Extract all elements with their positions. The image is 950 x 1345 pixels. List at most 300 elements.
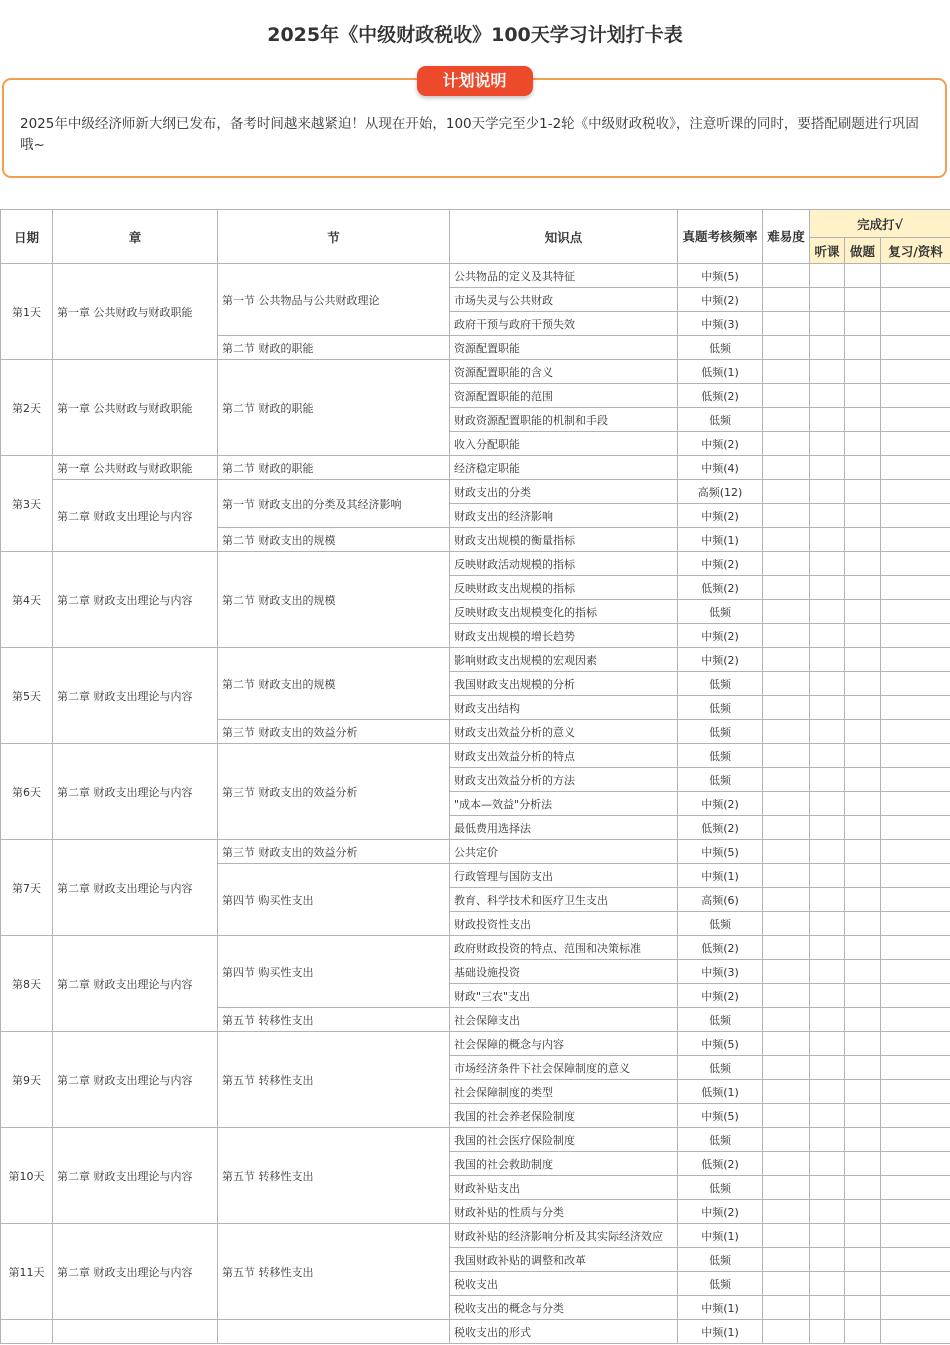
section-cell: 第二节 财政支出的规模	[218, 552, 450, 648]
practice-checkbox-cell[interactable]	[845, 288, 881, 312]
frequency-cell: 低频	[678, 408, 763, 432]
practice-checkbox-cell[interactable]	[845, 1248, 881, 1272]
knowledge-point-cell: 市场失灵与公共财政	[450, 288, 678, 312]
review-checkbox-cell[interactable]	[881, 600, 950, 624]
review-checkbox-cell[interactable]	[881, 504, 950, 528]
chapter-cell: 第一章 公共财政与财政职能	[53, 456, 218, 480]
difficulty-cell[interactable]	[763, 936, 810, 960]
chapter-cell: 第二章 财政支出理论与内容	[53, 648, 218, 744]
practice-checkbox-cell[interactable]	[845, 840, 881, 864]
table-row	[1, 1320, 950, 1344]
difficulty-cell[interactable]	[763, 912, 810, 936]
practice-checkbox-cell[interactable]	[845, 960, 881, 984]
listen-checkbox-cell[interactable]	[810, 648, 845, 672]
frequency-cell: 中频(2)	[678, 288, 763, 312]
chapter-cell: 第二章 财政支出理论与内容	[53, 1032, 218, 1128]
review-checkbox-cell[interactable]	[881, 1248, 950, 1272]
difficulty-cell[interactable]	[763, 1104, 810, 1128]
difficulty-cell[interactable]	[763, 792, 810, 816]
practice-checkbox-cell[interactable]	[845, 768, 881, 792]
difficulty-cell[interactable]	[763, 1272, 810, 1296]
listen-checkbox-cell[interactable]	[810, 1152, 845, 1176]
frequency-cell: 低频	[678, 744, 763, 768]
knowledge-point-cell: 财政支出的经济影响	[450, 504, 678, 528]
knowledge-point-cell: 我国财政支出规模的分析	[450, 672, 678, 696]
practice-checkbox-cell[interactable]	[845, 576, 881, 600]
header-practice: 做题	[845, 238, 881, 264]
difficulty-cell[interactable]	[763, 744, 810, 768]
chapter-cell: 第一章 公共财政与财政职能	[53, 264, 218, 360]
plan-notice-text: 2025年中级经济师新大纲已发布，备考时间越来越紧迫！从现在开始，100天学完至少1-2轮《中级财政税收》，注意听课的同时，要搭配刷题进行巩固哦~	[20, 116, 919, 153]
knowledge-point-cell: 政府财政投资的特点、范围和决策标准	[450, 936, 678, 960]
table-row	[1, 480, 950, 504]
knowledge-point-cell: 我国的社会医疗保险制度	[450, 1128, 678, 1152]
listen-checkbox-cell[interactable]	[810, 912, 845, 936]
frequency-cell: 中频(2)	[678, 792, 763, 816]
knowledge-point-cell: 财政补贴的经济影响分析及其实际经济效应	[450, 1224, 678, 1248]
practice-checkbox-cell[interactable]	[845, 816, 881, 840]
practice-checkbox-cell[interactable]	[845, 648, 881, 672]
practice-checkbox-cell[interactable]	[845, 936, 881, 960]
practice-checkbox-cell[interactable]	[845, 864, 881, 888]
frequency-cell: 低频(1)	[678, 1080, 763, 1104]
table-row	[1, 936, 950, 960]
review-checkbox-cell[interactable]	[881, 1320, 950, 1344]
section-cell: 第一节 财政支出的分类及其经济影响	[218, 480, 450, 528]
listen-checkbox-cell[interactable]	[810, 672, 845, 696]
review-checkbox-cell[interactable]	[881, 888, 950, 912]
knowledge-point-cell: 行政管理与国防支出	[450, 864, 678, 888]
difficulty-cell[interactable]	[763, 1296, 810, 1320]
knowledge-point-cell: 我国的社会养老保险制度	[450, 1104, 678, 1128]
frequency-cell: 低频	[678, 600, 763, 624]
page-title: 2025年《中级财政税收》100天学习计划打卡表	[267, 24, 683, 46]
review-checkbox-cell[interactable]	[881, 528, 950, 552]
review-checkbox-cell[interactable]	[881, 456, 950, 480]
review-checkbox-cell[interactable]	[881, 984, 950, 1008]
review-checkbox-cell[interactable]	[881, 1176, 950, 1200]
frequency-cell: 中频(2)	[678, 648, 763, 672]
knowledge-point-cell: 财政补贴的性质与分类	[450, 1200, 678, 1224]
frequency-cell: 中频(3)	[678, 960, 763, 984]
listen-checkbox-cell[interactable]	[810, 384, 845, 408]
review-checkbox-cell[interactable]	[881, 552, 950, 576]
knowledge-point-cell: 财政"三农"支出	[450, 984, 678, 1008]
frequency-cell: 低频	[678, 912, 763, 936]
knowledge-point-cell: 财政支出效益分析的特点	[450, 744, 678, 768]
listen-checkbox-cell[interactable]	[810, 1296, 845, 1320]
frequency-cell: 高频(12)	[678, 480, 763, 504]
difficulty-cell[interactable]	[763, 1152, 810, 1176]
difficulty-cell[interactable]	[763, 672, 810, 696]
listen-checkbox-cell[interactable]	[810, 744, 845, 768]
study-plan-body	[1, 264, 950, 1344]
listen-checkbox-cell[interactable]	[810, 1056, 845, 1080]
frequency-cell: 低频	[678, 696, 763, 720]
table-row	[1, 648, 950, 672]
frequency-cell: 低频	[678, 1248, 763, 1272]
review-checkbox-cell[interactable]	[881, 816, 950, 840]
listen-checkbox-cell[interactable]	[810, 1128, 845, 1152]
practice-checkbox-cell[interactable]	[845, 312, 881, 336]
listen-checkbox-cell[interactable]	[810, 408, 845, 432]
knowledge-point-cell: 收入分配职能	[450, 432, 678, 456]
review-checkbox-cell[interactable]	[881, 384, 950, 408]
frequency-cell: 中频(3)	[678, 312, 763, 336]
section-cell: 第二节 财政的职能	[218, 360, 450, 456]
section-cell: 第二节 财政支出的规模	[218, 528, 450, 552]
plan-notice-badge: 计划说明	[417, 66, 533, 96]
listen-checkbox-cell[interactable]	[810, 600, 845, 624]
review-checkbox-cell[interactable]	[881, 1056, 950, 1080]
review-checkbox-cell[interactable]	[881, 1200, 950, 1224]
practice-checkbox-cell[interactable]	[845, 504, 881, 528]
difficulty-cell[interactable]	[763, 696, 810, 720]
listen-checkbox-cell[interactable]	[810, 432, 845, 456]
knowledge-point-cell: 财政补贴支出	[450, 1176, 678, 1200]
review-checkbox-cell[interactable]	[881, 312, 950, 336]
frequency-cell: 低频	[678, 1008, 763, 1032]
listen-checkbox-cell[interactable]	[810, 792, 845, 816]
practice-checkbox-cell[interactable]	[845, 1200, 881, 1224]
practice-checkbox-cell[interactable]	[845, 264, 881, 288]
listen-checkbox-cell[interactable]	[810, 456, 845, 480]
section-cell: 第三节 财政支出的效益分析	[218, 840, 450, 864]
listen-checkbox-cell[interactable]	[810, 768, 845, 792]
practice-checkbox-cell[interactable]	[845, 744, 881, 768]
knowledge-point-cell: 财政支出效益分析的方法	[450, 768, 678, 792]
header-review: 复习/资料	[881, 238, 950, 264]
listen-checkbox-cell[interactable]	[810, 624, 845, 648]
frequency-cell: 低频	[678, 720, 763, 744]
practice-checkbox-cell[interactable]	[845, 384, 881, 408]
listen-checkbox-cell[interactable]	[810, 1176, 845, 1200]
difficulty-cell[interactable]	[763, 288, 810, 312]
review-checkbox-cell[interactable]	[881, 1104, 950, 1128]
knowledge-point-cell: 基础设施投资	[450, 960, 678, 984]
frequency-cell: 低频	[678, 672, 763, 696]
knowledge-point-cell: 财政投资性支出	[450, 912, 678, 936]
review-checkbox-cell[interactable]	[881, 264, 950, 288]
knowledge-point-cell: 公共定价	[450, 840, 678, 864]
day-cell: 第4天	[1, 552, 53, 648]
listen-checkbox-cell[interactable]	[810, 504, 845, 528]
listen-checkbox-cell[interactable]	[810, 336, 845, 360]
review-checkbox-cell[interactable]	[881, 672, 950, 696]
review-checkbox-cell[interactable]	[881, 936, 950, 960]
practice-checkbox-cell[interactable]	[845, 1320, 881, 1344]
difficulty-cell[interactable]	[763, 1080, 810, 1104]
review-checkbox-cell[interactable]	[881, 360, 950, 384]
review-checkbox-cell[interactable]	[881, 576, 950, 600]
frequency-cell: 中频(1)	[678, 1320, 763, 1344]
knowledge-point-cell: 财政支出规模的增长趋势	[450, 624, 678, 648]
difficulty-cell[interactable]	[763, 312, 810, 336]
knowledge-point-cell: 教育、科学技术和医疗卫生支出	[450, 888, 678, 912]
frequency-cell: 低频	[678, 1128, 763, 1152]
frequency-cell: 中频(5)	[678, 1104, 763, 1128]
practice-checkbox-cell[interactable]	[845, 720, 881, 744]
practice-checkbox-cell[interactable]	[845, 408, 881, 432]
plan-notice-box	[2, 71, 947, 178]
table-row	[1, 744, 950, 768]
listen-checkbox-cell[interactable]	[810, 552, 845, 576]
frequency-cell: 低频(2)	[678, 1152, 763, 1176]
listen-checkbox-cell[interactable]	[810, 1272, 845, 1296]
day-cell: 第6天	[1, 744, 53, 840]
listen-checkbox-cell[interactable]	[810, 1080, 845, 1104]
review-checkbox-cell[interactable]	[881, 288, 950, 312]
review-checkbox-cell[interactable]	[881, 1296, 950, 1320]
listen-checkbox-cell[interactable]	[810, 1200, 845, 1224]
header-exam-frequency: 真题考核频率	[678, 210, 763, 264]
difficulty-cell[interactable]	[763, 1128, 810, 1152]
practice-checkbox-cell[interactable]	[845, 1128, 881, 1152]
difficulty-cell[interactable]	[763, 1032, 810, 1056]
chapter-cell: 第一章 公共财政与财政职能	[53, 360, 218, 456]
difficulty-cell[interactable]	[763, 840, 810, 864]
listen-checkbox-cell[interactable]	[810, 576, 845, 600]
review-checkbox-cell[interactable]	[881, 864, 950, 888]
table-row	[1, 456, 950, 480]
difficulty-cell[interactable]	[763, 1200, 810, 1224]
listen-checkbox-cell[interactable]	[810, 360, 845, 384]
practice-checkbox-cell[interactable]	[845, 552, 881, 576]
difficulty-cell[interactable]	[763, 264, 810, 288]
knowledge-point-cell: 经济稳定职能	[450, 456, 678, 480]
listen-checkbox-cell[interactable]	[810, 816, 845, 840]
review-checkbox-cell[interactable]	[881, 696, 950, 720]
knowledge-point-cell: 影响财政支出规模的宏观因素	[450, 648, 678, 672]
difficulty-cell[interactable]	[763, 408, 810, 432]
difficulty-cell[interactable]	[763, 384, 810, 408]
review-checkbox-cell[interactable]	[881, 1272, 950, 1296]
difficulty-cell[interactable]	[763, 816, 810, 840]
chapter-cell: 第二章 财政支出理论与内容	[53, 744, 218, 840]
practice-checkbox-cell[interactable]	[845, 1152, 881, 1176]
difficulty-cell[interactable]	[763, 600, 810, 624]
listen-checkbox-cell[interactable]	[810, 1032, 845, 1056]
table-row	[1, 1032, 950, 1056]
practice-checkbox-cell[interactable]	[845, 1032, 881, 1056]
frequency-cell: 中频(1)	[678, 1296, 763, 1320]
frequency-cell: 中频(5)	[678, 840, 763, 864]
difficulty-cell[interactable]	[763, 624, 810, 648]
difficulty-cell[interactable]	[763, 360, 810, 384]
difficulty-cell[interactable]	[763, 1248, 810, 1272]
difficulty-cell[interactable]	[763, 576, 810, 600]
review-checkbox-cell[interactable]	[881, 432, 950, 456]
listen-checkbox-cell[interactable]	[810, 1104, 845, 1128]
listen-checkbox-cell[interactable]	[810, 480, 845, 504]
knowledge-point-cell: 反映财政支出规模变化的指标	[450, 600, 678, 624]
day-cell: 第7天	[1, 840, 53, 936]
knowledge-point-cell: 政府干预与政府干预失效	[450, 312, 678, 336]
frequency-cell: 中频(2)	[678, 624, 763, 648]
chapter-cell	[53, 1320, 218, 1344]
review-checkbox-cell[interactable]	[881, 960, 950, 984]
frequency-cell: 中频(4)	[678, 456, 763, 480]
practice-checkbox-cell[interactable]	[845, 528, 881, 552]
review-checkbox-cell[interactable]	[881, 1152, 950, 1176]
day-cell: 第10天	[1, 1128, 53, 1224]
difficulty-cell[interactable]	[763, 1224, 810, 1248]
practice-checkbox-cell[interactable]	[845, 888, 881, 912]
frequency-cell: 低频	[678, 768, 763, 792]
table-row	[1, 360, 950, 384]
review-checkbox-cell[interactable]	[881, 1128, 950, 1152]
knowledge-point-cell: 资源配置职能的含义	[450, 360, 678, 384]
frequency-cell: 中频(1)	[678, 864, 763, 888]
review-checkbox-cell[interactable]	[881, 624, 950, 648]
difficulty-cell[interactable]	[763, 1056, 810, 1080]
difficulty-cell[interactable]	[763, 984, 810, 1008]
practice-checkbox-cell[interactable]	[845, 1008, 881, 1032]
review-checkbox-cell[interactable]	[881, 408, 950, 432]
header-chapter: 章	[53, 210, 218, 264]
frequency-cell: 中频(2)	[678, 1200, 763, 1224]
listen-checkbox-cell[interactable]	[810, 1320, 845, 1344]
difficulty-cell[interactable]	[763, 504, 810, 528]
review-checkbox-cell[interactable]	[881, 792, 950, 816]
difficulty-cell[interactable]	[763, 960, 810, 984]
frequency-cell: 低频	[678, 336, 763, 360]
header-date: 日期	[1, 210, 53, 264]
knowledge-point-cell: 公共物品的定义及其特征	[450, 264, 678, 288]
practice-checkbox-cell[interactable]	[845, 984, 881, 1008]
section-cell: 第二节 财政的职能	[218, 456, 450, 480]
frequency-cell: 低频(2)	[678, 576, 763, 600]
review-checkbox-cell[interactable]	[881, 912, 950, 936]
review-checkbox-cell[interactable]	[881, 1032, 950, 1056]
difficulty-cell[interactable]	[763, 864, 810, 888]
difficulty-cell[interactable]	[763, 1320, 810, 1344]
listen-checkbox-cell[interactable]	[810, 840, 845, 864]
frequency-cell: 中频(1)	[678, 528, 763, 552]
review-checkbox-cell[interactable]	[881, 744, 950, 768]
header-section: 节	[218, 210, 450, 264]
difficulty-cell[interactable]	[763, 648, 810, 672]
chapter-cell: 第二章 财政支出理论与内容	[53, 1224, 218, 1320]
table-row	[1, 552, 950, 576]
review-checkbox-cell[interactable]	[881, 1224, 950, 1248]
difficulty-cell[interactable]	[763, 888, 810, 912]
knowledge-point-cell: 市场经济条件下社会保障制度的意义	[450, 1056, 678, 1080]
table-row	[1, 1128, 950, 1152]
practice-checkbox-cell[interactable]	[845, 1056, 881, 1080]
review-checkbox-cell[interactable]	[881, 720, 950, 744]
knowledge-point-cell: 财政支出结构	[450, 696, 678, 720]
review-checkbox-cell[interactable]	[881, 840, 950, 864]
knowledge-point-cell: 社会保障制度的类型	[450, 1080, 678, 1104]
listen-checkbox-cell[interactable]	[810, 1224, 845, 1248]
frequency-cell: 低频(2)	[678, 936, 763, 960]
practice-checkbox-cell[interactable]	[845, 480, 881, 504]
practice-checkbox-cell[interactable]	[845, 792, 881, 816]
frequency-cell: 中频(5)	[678, 264, 763, 288]
listen-checkbox-cell[interactable]	[810, 864, 845, 888]
difficulty-cell[interactable]	[763, 336, 810, 360]
practice-checkbox-cell[interactable]	[845, 1104, 881, 1128]
listen-checkbox-cell[interactable]	[810, 936, 845, 960]
practice-checkbox-cell[interactable]	[845, 672, 881, 696]
knowledge-point-cell: 财政支出的分类	[450, 480, 678, 504]
difficulty-cell[interactable]	[763, 768, 810, 792]
practice-checkbox-cell[interactable]	[845, 1272, 881, 1296]
listen-checkbox-cell[interactable]	[810, 288, 845, 312]
listen-checkbox-cell[interactable]	[810, 1248, 845, 1272]
review-checkbox-cell[interactable]	[881, 768, 950, 792]
knowledge-point-cell: 社会保障支出	[450, 1008, 678, 1032]
listen-checkbox-cell[interactable]	[810, 984, 845, 1008]
frequency-cell: 低频(2)	[678, 816, 763, 840]
frequency-cell: 中频(2)	[678, 552, 763, 576]
knowledge-point-cell: 财政支出效益分析的意义	[450, 720, 678, 744]
difficulty-cell[interactable]	[763, 720, 810, 744]
practice-checkbox-cell[interactable]	[845, 1080, 881, 1104]
listen-checkbox-cell[interactable]	[810, 264, 845, 288]
chapter-cell: 第二章 财政支出理论与内容	[53, 936, 218, 1032]
difficulty-cell[interactable]	[763, 432, 810, 456]
section-cell: 第五节 转移性支出	[218, 1128, 450, 1224]
practice-checkbox-cell[interactable]	[845, 456, 881, 480]
practice-checkbox-cell[interactable]	[845, 1224, 881, 1248]
review-checkbox-cell[interactable]	[881, 336, 950, 360]
frequency-cell: 高频(6)	[678, 888, 763, 912]
difficulty-cell[interactable]	[763, 1176, 810, 1200]
listen-checkbox-cell[interactable]	[810, 312, 845, 336]
practice-checkbox-cell[interactable]	[845, 912, 881, 936]
section-cell	[218, 1320, 450, 1344]
practice-checkbox-cell[interactable]	[845, 360, 881, 384]
practice-checkbox-cell[interactable]	[845, 624, 881, 648]
review-checkbox-cell[interactable]	[881, 1008, 950, 1032]
review-checkbox-cell[interactable]	[881, 1080, 950, 1104]
frequency-cell: 中频(2)	[678, 504, 763, 528]
frequency-cell: 中频(2)	[678, 984, 763, 1008]
listen-checkbox-cell[interactable]	[810, 960, 845, 984]
day-cell: 第1天	[1, 264, 53, 360]
listen-checkbox-cell[interactable]	[810, 1008, 845, 1032]
practice-checkbox-cell[interactable]	[845, 1296, 881, 1320]
section-cell: 第五节 转移性支出	[218, 1008, 450, 1032]
header-difficulty: 难易度	[763, 210, 810, 264]
table-row	[1, 840, 950, 864]
practice-checkbox-cell[interactable]	[845, 600, 881, 624]
difficulty-cell[interactable]	[763, 528, 810, 552]
listen-checkbox-cell[interactable]	[810, 720, 845, 744]
difficulty-cell[interactable]	[763, 552, 810, 576]
practice-checkbox-cell[interactable]	[845, 1176, 881, 1200]
review-checkbox-cell[interactable]	[881, 480, 950, 504]
chapter-cell: 第二章 财政支出理论与内容	[53, 552, 218, 648]
frequency-cell: 低频	[678, 1056, 763, 1080]
difficulty-cell[interactable]	[763, 456, 810, 480]
listen-checkbox-cell[interactable]	[810, 888, 845, 912]
listen-checkbox-cell[interactable]	[810, 696, 845, 720]
day-cell: 第3天	[1, 456, 53, 552]
difficulty-cell[interactable]	[763, 1008, 810, 1032]
practice-checkbox-cell[interactable]	[845, 432, 881, 456]
difficulty-cell[interactable]	[763, 480, 810, 504]
frequency-cell: 中频(5)	[678, 1032, 763, 1056]
practice-checkbox-cell[interactable]	[845, 696, 881, 720]
review-checkbox-cell[interactable]	[881, 648, 950, 672]
practice-checkbox-cell[interactable]	[845, 336, 881, 360]
frequency-cell: 低频(2)	[678, 384, 763, 408]
listen-checkbox-cell[interactable]	[810, 528, 845, 552]
section-cell: 第二节 财政的职能	[218, 336, 450, 360]
